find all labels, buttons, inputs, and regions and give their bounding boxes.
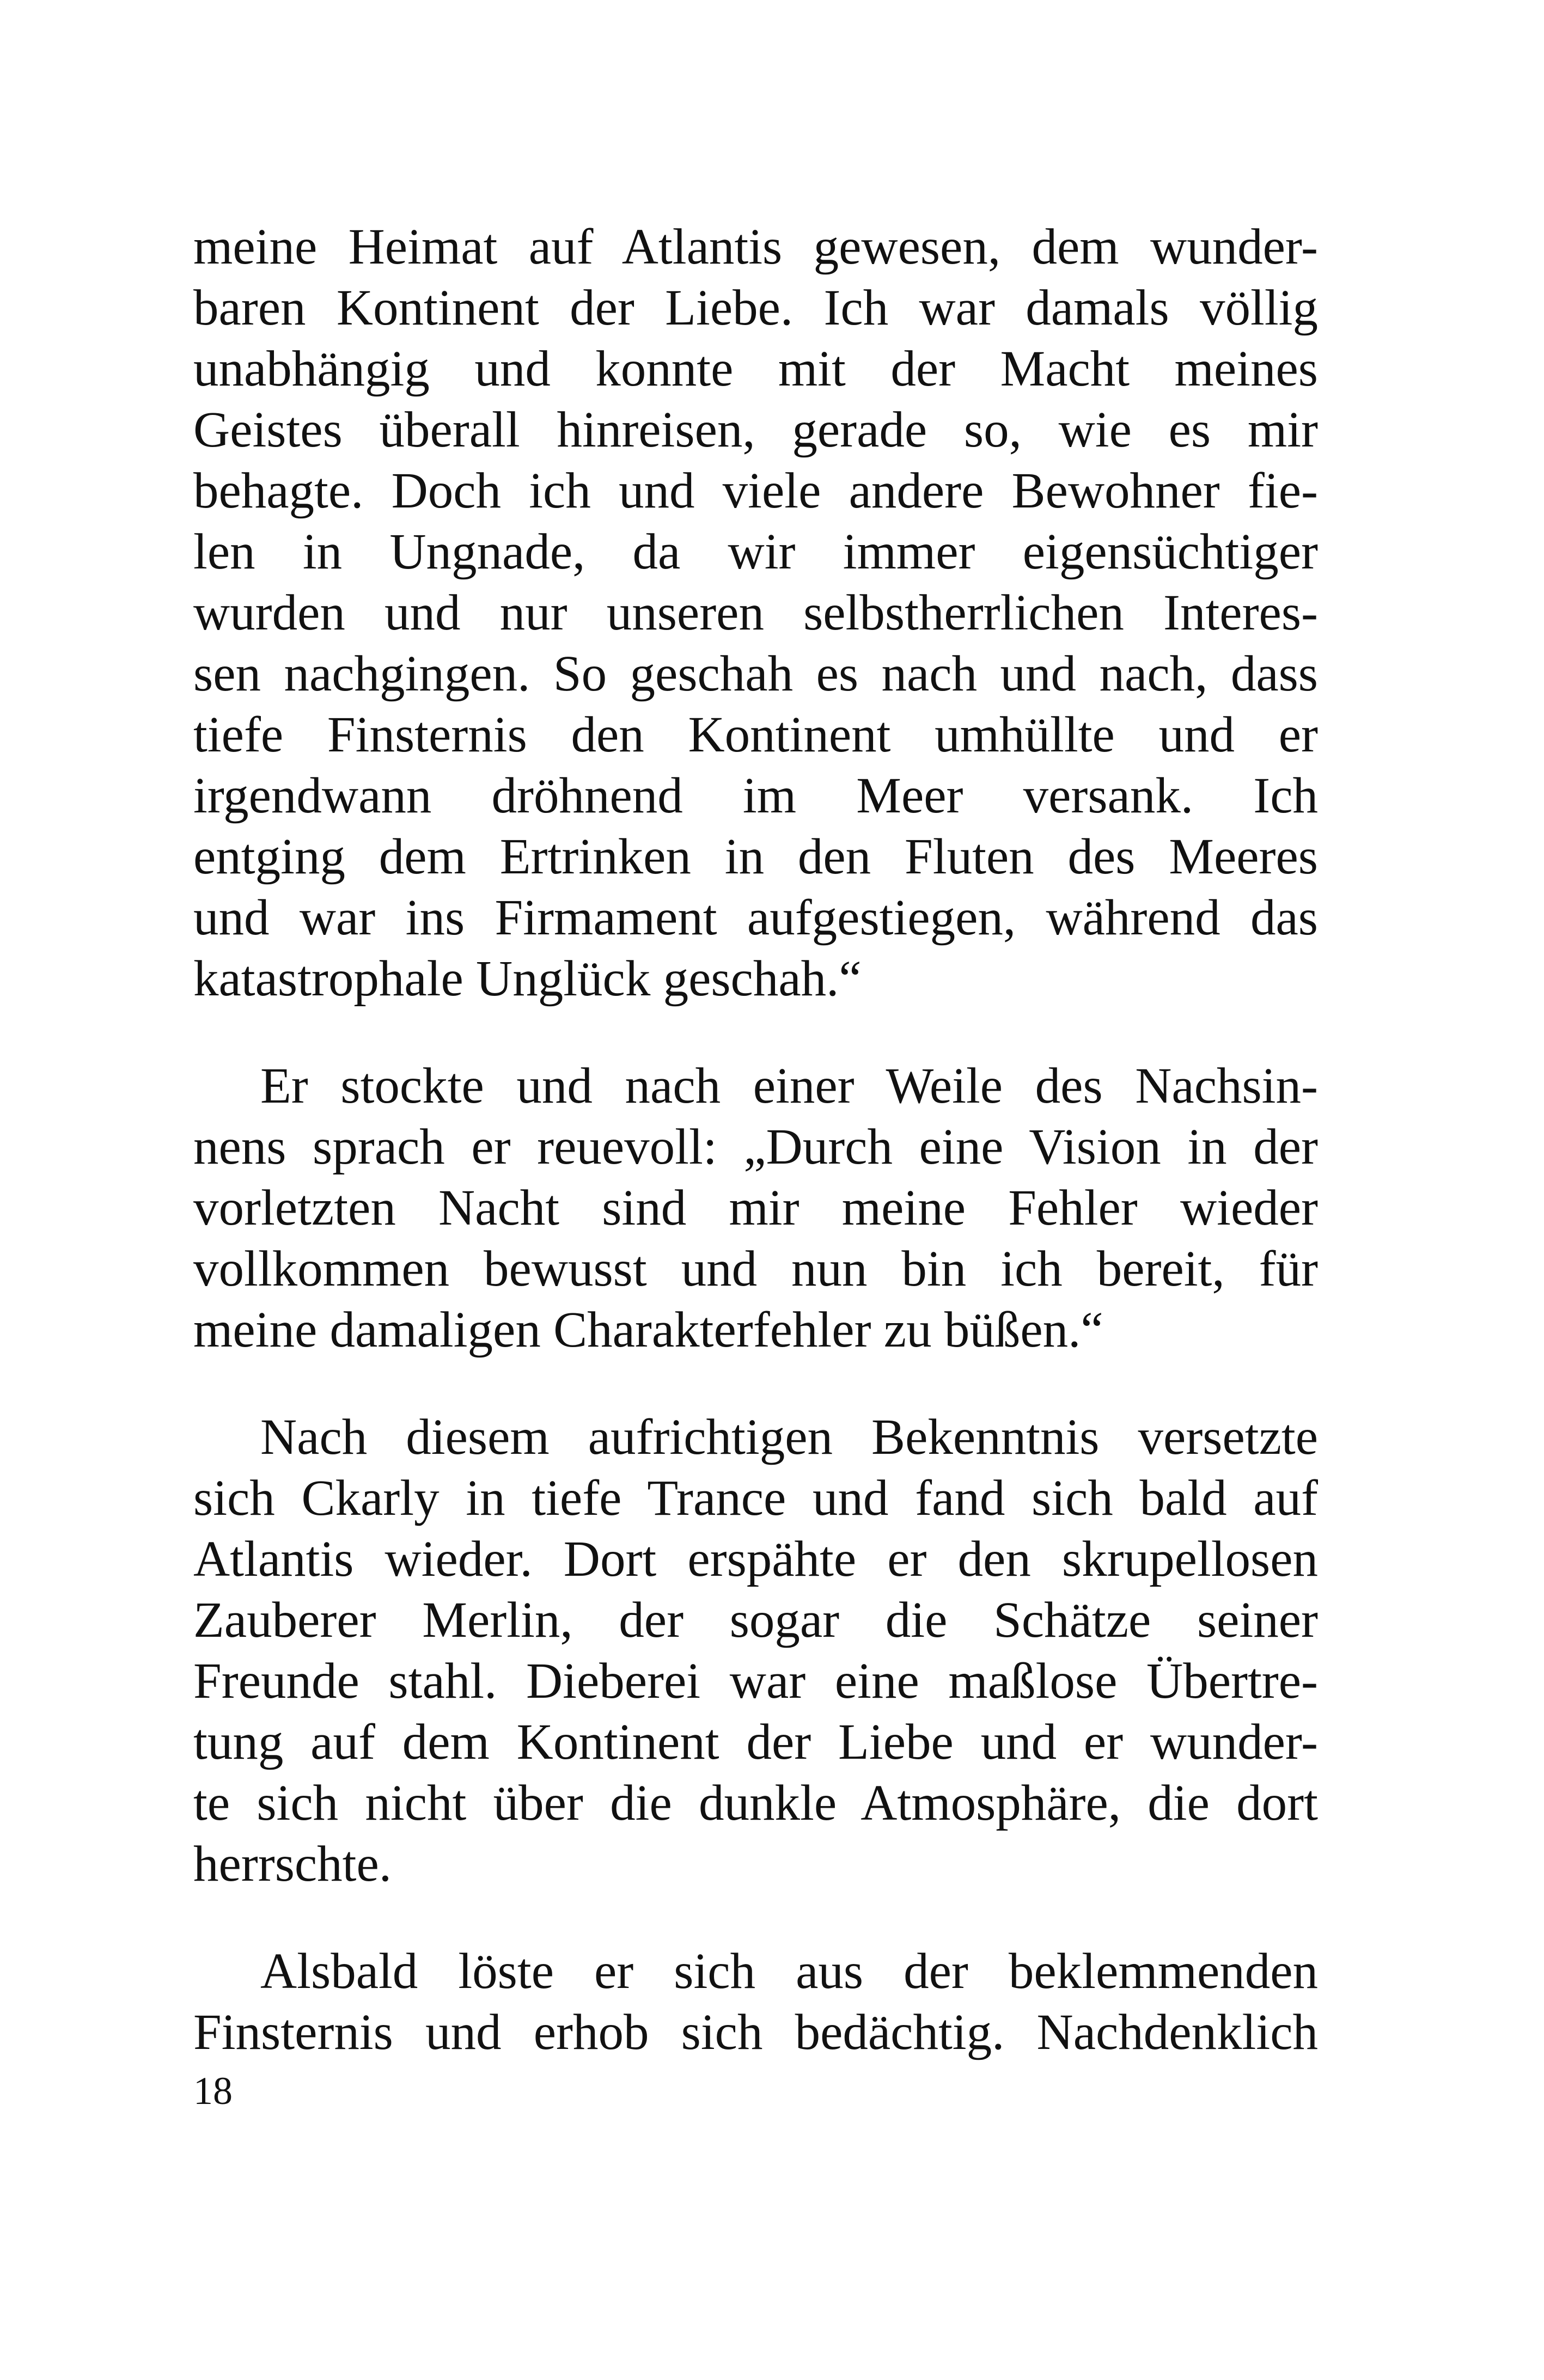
text-line: sich Ckarly in tiefe Trance und fand sich bald auf (193, 1470, 1318, 1526)
paragraph-1 (193, 217, 1318, 1009)
text-line: herrschte. (193, 1836, 392, 1892)
text-line: Freunde stahl. Dieberei war eine maßlose Übertre- (193, 1653, 1318, 1709)
text-line: entging dem Ertrinken in den Fluten des Meeres (193, 829, 1318, 885)
text-line: te sich nicht über die dunkle Atmosphäre, die dort (193, 1775, 1318, 1831)
text-line: Atlantis wieder. Dort erspähte er den skrupellosen (193, 1531, 1318, 1587)
text-line: tung auf dem Kontinent der Liebe und er wunder- (193, 1714, 1318, 1770)
text-line: tiefe Finsternis den Kontinent umhüllte und er (193, 707, 1318, 763)
text-line: irgendwann dröhnend im Meer versank. Ich (193, 768, 1318, 824)
paragraph-4 (193, 1941, 1318, 2063)
text-line: meine Heimat auf Atlantis gewesen, dem wunder- (193, 219, 1318, 275)
text-line: vollkommen bewusst und nun bin ich bereit, für (193, 1241, 1318, 1297)
page-number: 18 (193, 2069, 233, 2113)
text-line: Alsbald löste er sich aus der beklemmenden (260, 1943, 1318, 1999)
text-line: katastrophale Unglück geschah.“ (193, 951, 862, 1007)
paragraph-3 (193, 1407, 1318, 1895)
text-line: Er stockte und nach einer Weile des Nachsin- (260, 1058, 1318, 1114)
text-line: Zauberer Merlin, der sogar die Schätze seiner (193, 1592, 1318, 1648)
text-line: vorletzten Nacht sind mir meine Fehler wieder (193, 1180, 1318, 1236)
text-line: unabhängig und konnte mit der Macht meines (193, 341, 1318, 397)
text-line: Finsternis und erhob sich bedächtig. Nachdenklich (193, 2004, 1318, 2060)
text-line: wurden und nur unseren selbstherrlichen Interes- (193, 585, 1318, 641)
text-line: Geistes überall hinreisen, gerade so, wie es mir (193, 402, 1318, 458)
text-line: und war ins Firmament aufgestiegen, während das (193, 890, 1318, 946)
text-line: len in Ungnade, da wir immer eigensüchtiger (193, 524, 1318, 580)
text-line: meine damaligen Charakterfehler zu büßen.“ (193, 1302, 1103, 1358)
text-line: baren Kontinent der Liebe. Ich war damals völlig (193, 280, 1318, 336)
text-line: nens sprach er reuevoll: „Durch eine Vision in der (193, 1119, 1318, 1175)
page-body (193, 217, 1318, 2109)
paragraph-2 (193, 1056, 1318, 1361)
text-line: behagte. Doch ich und viele andere Bewohner fie- (193, 463, 1318, 519)
text-line: Nach diesem aufrichtigen Bekenntnis versetzte (260, 1409, 1318, 1465)
text-line: sen nachgingen. So geschah es nach und nach, dass (193, 646, 1318, 702)
